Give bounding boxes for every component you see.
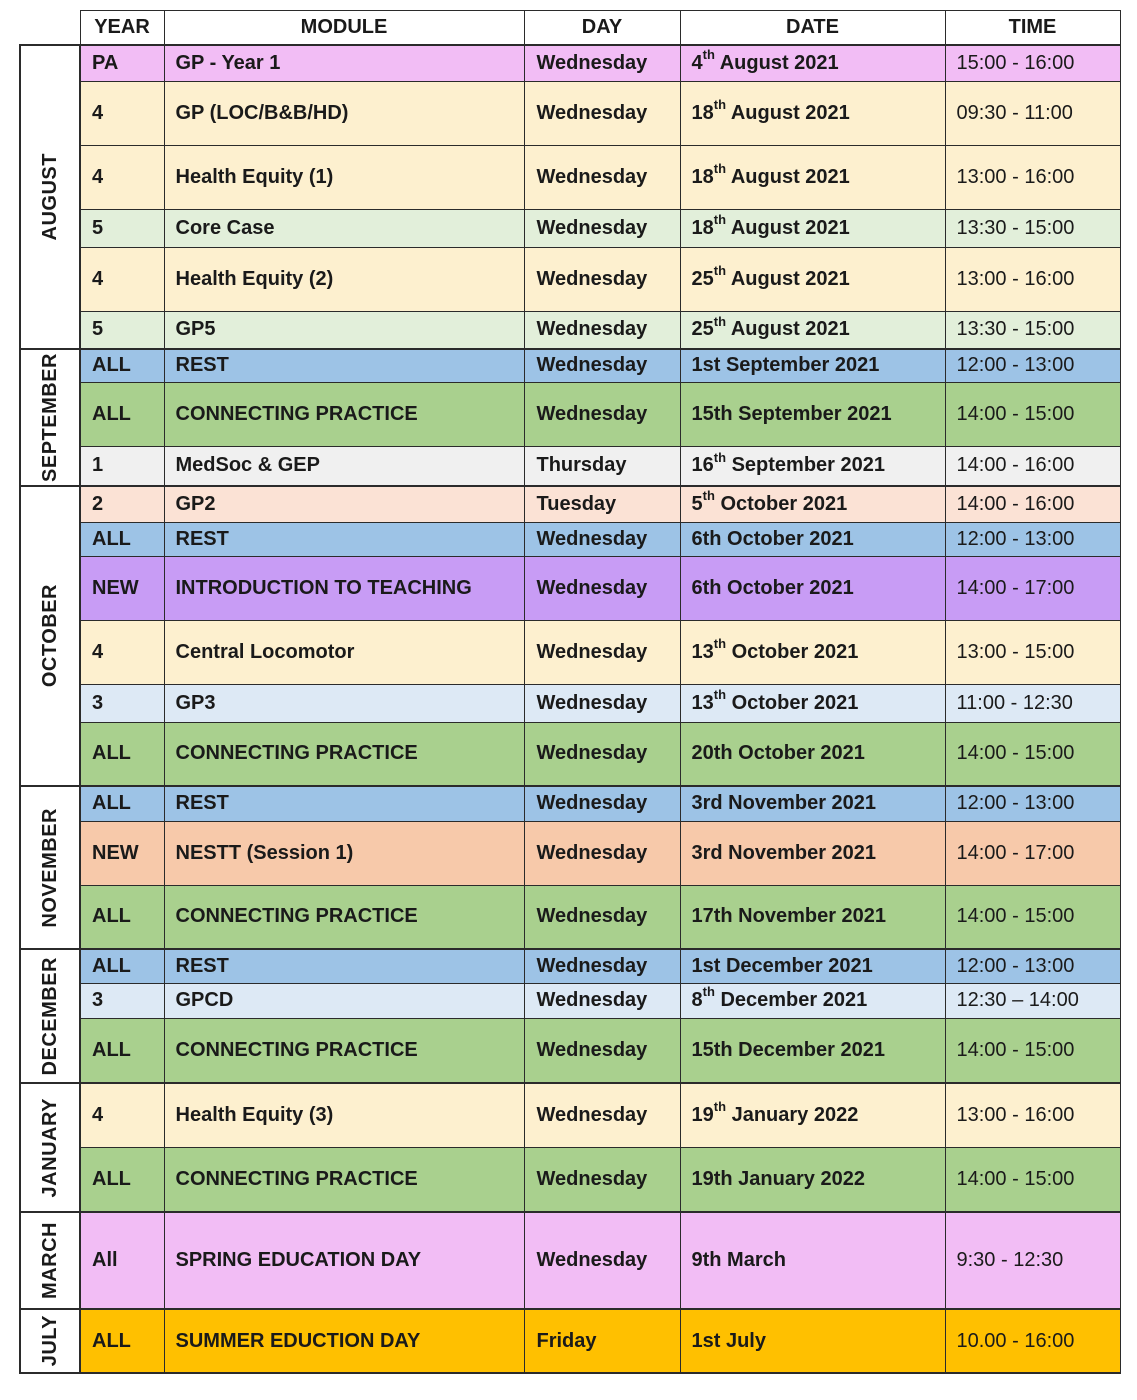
module-cell: NESTT (Session 1) [164,821,524,885]
time-cell: 13:00 - 16:00 [945,247,1120,311]
year-cell: 4 [80,81,164,145]
year-cell: NEW [80,556,164,620]
date-cell [680,81,945,145]
date-main: 6th October 2021 [691,576,854,599]
time-cell: 12:00 - 13:00 [945,786,1120,821]
time-cell: 14:00 - 15:00 [945,1018,1120,1083]
year-cell: ALL [80,949,164,983]
day-cell: Wednesday [524,209,680,247]
day-cell: Wednesday [524,145,680,209]
month-label-wrap [21,957,79,1075]
table-row [20,382,1120,446]
date-cell [680,1018,945,1083]
day-cell: Thursday [524,446,680,486]
table-row [20,45,1120,81]
table-row [20,684,1120,722]
module-cell: GP3 [164,684,524,722]
month-label-cell [20,1212,80,1309]
date-cell [680,722,945,786]
time-cell: 12:00 - 13:00 [945,949,1120,983]
day-cell: Wednesday [524,1083,680,1147]
table-row [20,522,1120,556]
time-cell: 14:00 - 17:00 [945,556,1120,620]
date-main: 25 [691,267,714,290]
table-row [20,349,1120,382]
time-cell: 13:30 - 15:00 [945,209,1120,247]
month-label: JANUARY [38,1097,61,1198]
date-rest: August 2021 [714,51,839,74]
schedule-body [20,45,1120,1373]
date-ordinal: th [702,47,715,63]
date-cell [680,620,945,684]
date-main: 17th November 2021 [691,905,887,928]
date-main: 1st December 2021 [691,954,873,977]
year-cell: 5 [80,209,164,247]
year-cell: NEW [80,821,164,885]
year-cell: ALL [80,885,164,949]
month-label-cell [20,949,80,1083]
module-cell: GP - Year 1 [164,45,524,81]
module-cell: Core Case [164,209,524,247]
date-cell [680,821,945,885]
module-cell: MedSoc & GEP [164,446,524,486]
day-cell: Wednesday [524,349,680,382]
month-label-cell [20,349,80,486]
module-cell: SUMMER EDUCTION DAY [164,1309,524,1373]
date-cell [680,885,945,949]
module-cell: REST [164,949,524,983]
year-cell: 4 [80,145,164,209]
date-ordinal: th [713,635,727,651]
table-row [20,983,1120,1018]
month-label-cell [20,1083,80,1212]
table-row [20,247,1120,311]
module-cell: Central Locomotor [164,620,524,684]
date-main: 19 [691,1103,714,1126]
date-rest: October 2021 [726,640,859,663]
date-ordinal: th [713,449,727,465]
month-label: JULY [38,1315,61,1367]
month-label-wrap [21,353,79,482]
month-label-wrap [21,153,79,240]
month-label: OCTOBER [38,584,61,688]
time-cell: 9:30 - 12:30 [945,1212,1120,1309]
table-row [20,949,1120,983]
date-main: 4 [691,51,703,74]
day-cell: Wednesday [524,522,680,556]
module-cell: CONNECTING PRACTICE [164,1147,524,1212]
day-cell: Wednesday [524,620,680,684]
table-row [20,556,1120,620]
date-rest: August 2021 [726,267,850,290]
date-ordinal: th [702,984,715,1000]
table-row [20,885,1120,949]
date-rest: October 2021 [726,691,859,714]
date-cell [680,145,945,209]
date-main: 3rd November 2021 [691,792,877,815]
date-ordinal: th [713,1099,727,1115]
date-cell [680,1212,945,1309]
date-ordinal: th [702,488,715,504]
table-row [20,1018,1120,1083]
year-cell: 3 [80,983,164,1018]
date-cell [680,486,945,522]
date-cell [680,382,945,446]
time-cell: 14:00 - 15:00 [945,1147,1120,1212]
date-main: 25 [691,318,714,341]
time-cell: 14:00 - 17:00 [945,821,1120,885]
module-cell: Health Equity (2) [164,247,524,311]
year-cell: ALL [80,1147,164,1212]
day-cell: Wednesday [524,1212,680,1309]
day-cell: Wednesday [524,885,680,949]
time-cell: 14:00 - 15:00 [945,885,1120,949]
table-row [20,620,1120,684]
schedule-table [19,10,1119,1378]
year-cell: All [80,1212,164,1309]
time-cell: 12:30 – 14:00 [945,983,1120,1018]
day-cell: Tuesday [524,486,680,522]
year-cell: 4 [80,247,164,311]
month-label: AUGUST [38,153,61,241]
month-label-wrap [21,1222,79,1299]
date-rest: September 2021 [726,454,886,477]
date-cell [680,1083,945,1147]
time-cell: 12:00 - 13:00 [945,349,1120,382]
date-main: 6th October 2021 [691,527,854,550]
date-main: 19th January 2022 [691,1167,865,1190]
table-row [20,209,1120,247]
year-cell: ALL [80,522,164,556]
year-cell: ALL [80,1309,164,1373]
date-cell [680,522,945,556]
date-rest: August 2021 [726,216,850,239]
date-main: 1st July [691,1329,766,1352]
module-cell: SPRING EDUCATION DAY [164,1212,524,1309]
date-main: 15th September 2021 [691,402,892,425]
date-cell [680,786,945,821]
date-ordinal: th [713,96,727,112]
day-cell: Wednesday [524,81,680,145]
date-rest: January 2022 [726,1103,859,1126]
module-cell: CONNECTING PRACTICE [164,1018,524,1083]
day-cell: Wednesday [524,45,680,81]
day-cell: Wednesday [524,382,680,446]
date-cell [680,684,945,722]
date-rest: August 2021 [726,101,850,124]
date-cell [680,247,945,311]
year-cell: 2 [80,486,164,522]
date-main: 13 [691,691,714,714]
year-cell: 4 [80,1083,164,1147]
year-cell: 1 [80,446,164,486]
module-cell: INTRODUCTION TO TEACHING [164,556,524,620]
header-day: DAY [524,11,680,46]
time-cell: 13:00 - 15:00 [945,620,1120,684]
table-row [20,821,1120,885]
date-cell [680,349,945,382]
table-row [20,486,1120,522]
date-main: 9th March [691,1249,786,1271]
date-main: 5 [691,492,703,515]
year-cell: ALL [80,1018,164,1083]
date-main: 16 [691,454,714,477]
day-cell: Wednesday [524,247,680,311]
month-label: NOVEMBER [38,807,61,928]
time-cell: 14:00 - 16:00 [945,486,1120,522]
date-cell [680,45,945,81]
table-row [20,1212,1120,1309]
day-cell: Wednesday [524,949,680,983]
date-rest: October 2021 [714,492,848,515]
table-row [20,786,1120,821]
date-ordinal: th [713,262,727,278]
date-ordinal: th [713,686,727,702]
year-cell: 3 [80,684,164,722]
table-row [20,446,1120,486]
month-label-cell [20,786,80,949]
year-cell: ALL [80,349,164,382]
table-row [20,722,1120,786]
day-cell: Friday [524,1309,680,1373]
header-row [20,11,1120,46]
date-main: 1st September 2021 [691,354,880,377]
month-label-wrap [21,1315,79,1366]
day-cell: Wednesday [524,1018,680,1083]
header-date: DATE [680,11,945,46]
time-cell: 10.00 - 16:00 [945,1309,1120,1373]
date-ordinal: th [713,160,727,176]
date-main: 18 [691,216,714,239]
time-cell: 14:00 - 16:00 [945,446,1120,486]
month-label: SEPTEMBER [38,353,61,482]
table-row [20,1147,1120,1212]
day-cell: Wednesday [524,983,680,1018]
module-cell: CONNECTING PRACTICE [164,382,524,446]
time-cell: 13:00 - 16:00 [945,145,1120,209]
day-cell: Wednesday [524,556,680,620]
time-cell: 11:00 - 12:30 [945,684,1120,722]
year-cell: ALL [80,722,164,786]
date-cell [680,1309,945,1373]
header-year: YEAR [80,11,164,46]
module-cell: REST [164,786,524,821]
date-main: 13 [691,640,714,663]
date-main: 3rd November 2021 [691,841,877,864]
month-label-cell [20,45,80,349]
month-label-cell [20,486,80,786]
date-main: 18 [691,101,714,124]
day-cell: Wednesday [524,786,680,821]
month-label: MARCH [38,1222,61,1299]
module-cell: GP (LOC/B&B/HD) [164,81,524,145]
date-rest: August 2021 [726,165,850,188]
month-label: DECEMBER [38,956,61,1076]
date-cell [680,949,945,983]
year-cell: 4 [80,620,164,684]
table-row [20,81,1120,145]
date-cell [680,983,945,1018]
table-row [20,311,1120,349]
time-cell: 14:00 - 15:00 [945,382,1120,446]
module-cell: GPCD [164,983,524,1018]
time-cell: 14:00 - 15:00 [945,722,1120,786]
date-main: 15th December 2021 [691,1038,885,1061]
month-label-wrap [21,808,79,928]
date-cell [680,1147,945,1212]
year-cell: ALL [80,382,164,446]
module-cell: GP5 [164,311,524,349]
module-cell: CONNECTING PRACTICE [164,722,524,786]
time-cell: 13:00 - 16:00 [945,1083,1120,1147]
module-cell: REST [164,522,524,556]
date-cell [680,556,945,620]
day-cell: Wednesday [524,1147,680,1212]
time-cell: 15:00 - 16:00 [945,45,1120,81]
year-cell: ALL [80,786,164,821]
date-cell [680,446,945,486]
header-time: TIME [945,11,1120,46]
module-cell: CONNECTING PRACTICE [164,885,524,949]
date-rest: December 2021 [714,989,868,1011]
date-cell [680,311,945,349]
table-row [20,1309,1120,1373]
module-cell: REST [164,349,524,382]
date-main: 18 [691,165,714,188]
date-main: 20th October 2021 [691,742,865,765]
year-cell: PA [80,45,164,81]
header-month [20,11,80,46]
module-cell: Health Equity (1) [164,145,524,209]
day-cell: Wednesday [524,684,680,722]
time-cell: 09:30 - 11:00 [945,81,1120,145]
header-module: MODULE [164,11,524,46]
time-cell: 13:30 - 15:00 [945,311,1120,349]
time-cell: 12:00 - 13:00 [945,522,1120,556]
day-cell: Wednesday [524,821,680,885]
month-label-wrap [21,1098,79,1197]
teaching-schedule [19,10,1121,1374]
date-ordinal: th [713,211,727,227]
date-cell [680,209,945,247]
date-ordinal: th [713,313,727,329]
month-label-cell [20,1309,80,1373]
table-row [20,145,1120,209]
month-label-wrap [21,584,79,687]
day-cell: Wednesday [524,311,680,349]
module-cell: GP2 [164,486,524,522]
year-cell: 5 [80,311,164,349]
module-cell: Health Equity (3) [164,1083,524,1147]
day-cell: Wednesday [524,722,680,786]
table-row [20,1083,1120,1147]
date-main: 8 [691,989,703,1011]
date-rest: August 2021 [726,318,850,341]
